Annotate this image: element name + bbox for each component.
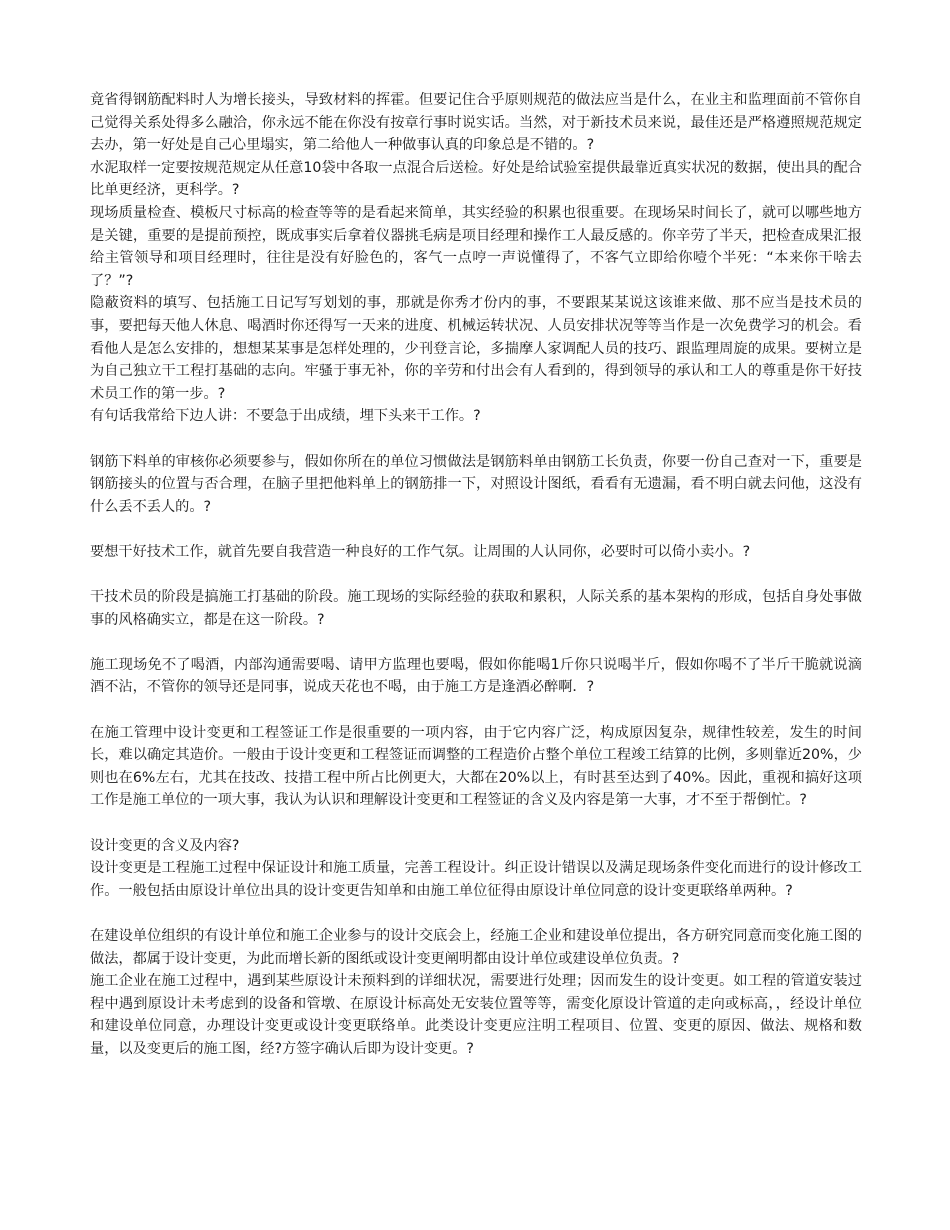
paragraph-spacer [90, 518, 862, 541]
paragraph-rebar-list: 钢筋下料单的审核你必须要参与，假如你所在的单位习惯做法是钢筋料单由钢筋工长负责，你要一份自己查对一下，重要是钢筋接头的位置与否合理，在脑子里把他料单上的钢筋排一下，对照设计图纸，看看有无遗漏，看不明白就去问他，这没有什么丢不丢人的。? [90, 453, 862, 515]
paragraph-construction-change: 施工企业在施工过程中，遇到某些原设计未预料到的详细状况，需要进行处理；因而发生的设计变更。如工程的管道安装过程中遇到原设计未考虑到的设备和管墩、在原设计标高处无安装位置等等，需变化原设计管道的走向或标高，，经设计单位和建设单位同意，办理设计变更或设计变更联络单。此类设计变更应注明工程项目、位置、变更的原因、做法、规格和数量，以及变更后的施工图，经?方签字确认后即为设计变更。? [90, 973, 862, 1057]
paragraph-drinking: 施工现场免不了喝酒，内部沟通需要喝、请甲方监理也要喝，假如你能喝1斤你只说喝半斤，假如你喝不了半斤干脆就说滴酒不沾，不管你的领导还是同事，说成天花也不喝，由于施工方是逢酒必醉啊．? [90, 656, 862, 696]
paragraph-spacer [90, 563, 862, 586]
paragraph-work-atmosphere: 要想干好技术工作，就首先要自我营造一种良好的工作气氛。让周围的人认同你，必要时可以倚小卖小。? [90, 543, 751, 560]
section-heading-design-change: 设计变更的含义及内容? [90, 837, 240, 854]
paragraph-foundation-stage: 干技术员的阶段是搞施工打基础的阶段。施工现场的实际经验的获取和累积，人际关系的基本架构的形成，包括自身处事做事的风格确实立，都是在这一阶段。? [90, 589, 862, 628]
paragraph-design-change-definition: 设计变更是工程施工过程中保证设计和施工质量，完善工程设计。纠正设计错误以及满足现场条件变化而进行的设计修改工作。一般包括由原设计单位出具的设计变更告知单和由施工单位征得由原设计单位同意的设计变更联络单两种。? [90, 860, 862, 899]
paragraph-spacer [90, 902, 862, 925]
document-body [90, 89, 862, 1061]
paragraph-rebar-joints: 竟省得钢筋配料时人为增长接头，导致材料的挥霍。但要记住合乎原则规范的做法应当是什么，在业主和监理面前不管你自己觉得关系处得多么融洽，你永远不能在你没有按章行事时说实话。当然，对于新技术员来说，最佳还是严格遵照规范规定去办，第一好处是自己心里塌实，第二给他人一种做事认真的印象总是不错的。? [90, 92, 862, 154]
paragraph-spacer [90, 631, 862, 654]
paragraph-cement-sampling: 水泥取样一定要按规范规定从任意10袋中各取一点混合后送检。好处是给试验室提供最靠近真实状况的数据，使出具的配合比单更经济，更科学。? [90, 159, 862, 199]
paragraph-quality-inspection: 现场质量检查、模板尺寸标高的检查等等的是看起来简单，其实经验的积累也很重要。在现场呆时间长了，就可以哪些地方是关键，重要的是提前预控，既成事实后拿着仪器挑毛病是项目经理和操作工人最反感的。你辛劳了半天，把检查成果汇报给主管领导和项目经理时，往往是没有好脸色的，客气一点哼一声说懂得了，不客气立即给你噎个半死：“本来你干啥去了？”? [90, 204, 862, 289]
paragraph-design-disclosure: 在建设单位组织的有设计单位和施工企业参与的设计交底会上，经施工企业和建设单位提出，各方研究同意而变化施工图的做法，都属于设计变更，为此而增长新的图纸或设计变更阐明都由设计单位或建设单位负责。? [90, 927, 862, 967]
paragraph-spacer [90, 699, 862, 722]
paragraph-advice: 有句话我常给下边人讲：不要急于出成绩，埋下头来干工作。? [90, 408, 481, 425]
paragraph-spacer [90, 428, 862, 451]
paragraph-concealed-records: 隐蔽资料的填写、包括施工日记写写划划的事，那就是你秀才份内的事，不要跟某某说这该谁来做、那不应当是技术员的事，要把每天他人休息、喝酒时你还得写一天来的进度、机械运转状况、人员安排状况等等当作是一次免费学习的机会。看看他人是怎么安排的，想想某某事是怎样处理的，少刊登言论，多揣摩人家调配人员的技巧、跟监理周旋的成果。要树立是为自己独立干工程打基础的志向。牢骚于事无补，你的辛劳和付出会有人看到的，得到领导的承认和工人的尊重是你干好技术员工作的第一步。? [90, 295, 862, 402]
paragraph-design-change-intro: 在施工管理中设计变更和工程签证工作是很重要的一项内容，由于它内容广泛，构成原因复杂，规律性较差，发生的时间长，难以确定其造价。一般由于设计变更和工程签证而调整的工程造价占整个单位工程竣工结算的比例，多则靠近20%，少则也在6%左右，尤其在技改、技措工程中所占比例更大，大都在20%以上，有时甚至达到了40%。因此，重视和搞好这项工作是施工单位的一项大事，我认为认识和理解设计变更和工程签证的含义及内容是第一大事，才不至于帮倒忙。? [90, 724, 862, 809]
paragraph-spacer [90, 812, 862, 835]
